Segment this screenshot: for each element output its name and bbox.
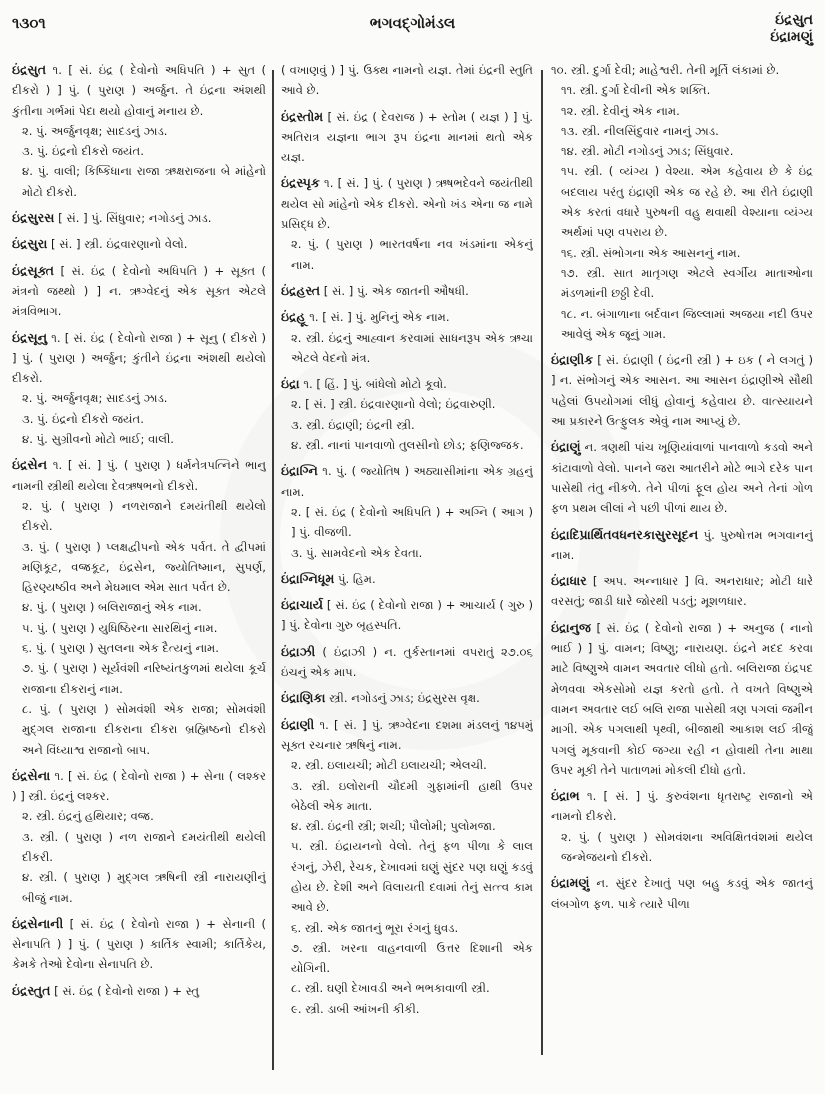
entry-headword: ઇંદ્રસુરા xyxy=(12,236,48,252)
entry-sense: ૪. સ્ત્રી. નાનાં પાનવાળો તુલસીનો છોડ; ફણિજ્જક. xyxy=(291,438,524,453)
dictionary-entry xyxy=(12,455,266,759)
guide-words xyxy=(770,12,813,46)
entry-sense: ૧. [ સં. ઇંદ્ર ( દેવોનો રાજા ) + સેના ( લશ્કર ) ] સ્ત્રી. ઇંદ્રનું લશ્કર. xyxy=(12,768,266,804)
entry-sense: ન. ત્રણથી પાંચ ખૂણિયાંવાળાં પાનવાળો કડવો અને કાંટાવાળો વેલો. પાનને જરા આતરીને મોટે ભાગે દરેક પાન પાસેથી તંતુ નીકળે. તેને પીળાં ફૂલ હોય અને તેનાં ગોળ ફળ પ્રથમ લીલાં ને પછી પીળાં થાય છે. xyxy=(551,440,813,516)
entry-sense: ૧. પું. ( જ્યોતિષ ) અઠ્યાસીમાંના એક ગ્રહનું નામ. xyxy=(281,464,533,499)
entry-sense: ૩. પું. ઇંદ્રનો દીકરો જયંત. xyxy=(22,144,144,159)
dictionary-entry xyxy=(551,786,813,867)
dictionary-entry xyxy=(12,981,266,1001)
entry-sense: ૧. [ સં. ] પું. ઋગ્વેદના દશમા મંડલનું ૧૪૫મું સૂક્ત રચનાર ઋષિનું નામ. xyxy=(281,717,533,752)
entry-sense: ૪. પું. વાલી; કિષ્કિંધાના રાજા ઋક્ષરાજના બે માંહેનો મોટો દીકરો. xyxy=(22,164,266,199)
entry-sense: ૨. પું. અર્જુનવૃક્ષ; સાદડનું ઝાડ. xyxy=(22,123,168,138)
entry-headword: ઇંદ્રાનુજ xyxy=(551,619,591,635)
entry-sense: ૪. પું. સુગ્રીવનો મોટો ભાઈ; વાલી. xyxy=(22,432,174,447)
entry-sense: ૭. પું. ( પુરાણ ) સૂર્યવંશી નરિષ્યંતકુળમાં થયેલા કૂર્ચ રાજાના દીકરાનું નામ. xyxy=(22,661,266,696)
column-2 xyxy=(281,60,533,1070)
entry-headword: ઇંદ્રસ્તુત xyxy=(12,982,51,998)
entry-sense: ૩. પું. ઇંદ્રનો દીકરો જયંત. xyxy=(22,411,144,426)
dictionary-entry xyxy=(12,60,266,202)
entry-headword: ઇંદ્રસેન xyxy=(12,457,48,473)
entry-sense: ૧૦. સ્ત્રી. દુર્ગા દેવી; માહેશ્વરી. તેની મૂર્તિ લંકામાં છે. xyxy=(551,63,780,77)
entry-sense: ૩. પું. સામવેદનો એક દેવતા. xyxy=(291,545,423,560)
entry-headword: ઇંદ્રસ્તોમ xyxy=(281,108,324,124)
entry-headword: ઇંદ્રસૂનુ xyxy=(12,329,48,345)
entry-sense: ૩. પું. ( પુરાણ ) પ્લક્ષદ્વીપનો એક પર્વત. તે દ્વીપમાં મણિકૂટ, વજ્રકૂટ, ઇંદ્રસેન, જ્યોતિષ્માન, સુપર્ણ, હિરણ્યષ્ઠીવ અને મેઘમાલ એમ સાત પર્વત છે. xyxy=(22,539,266,595)
entry-headword: ઇંદ્રાચાર્ય xyxy=(281,597,324,613)
dictionary-entry xyxy=(281,374,533,455)
entry-sense: ૮. પું. ( પુરાણ ) સોમવંશી એક રાજા; સોમવંશી મુદ્ગલ રાજાના દીકરાના દીકરા બ્રહ્મિષ્ઠનો દીકરો અને વિંધ્યાશ્વ રાજાનો બાપ. xyxy=(22,701,266,757)
entry-sense: ૧૮. ન. બંગાળાના બર્દવાન જિલ્લામાં અજયા નદી ઉપર આવેલું એક જૂનું ગામ. xyxy=(561,306,813,341)
entry-sense: ૨. સ્ત્રી. ઇંદ્રનું હથિયાર; વજ્ર. xyxy=(22,809,154,824)
page-header xyxy=(0,0,825,58)
dictionary-entry xyxy=(12,914,266,975)
entry-sense: [ સં. ઇંદ્ર ( દેવોનો અધિપતિ ) + સૂક્ત ( મંત્રનો જથ્થો ) ] ન. ઋગ્વેદનું એક સૂક્ત એટલે મંત્રવિભાગ. xyxy=(12,263,266,319)
entry-sense: ૨. સ્ત્રી. ઇલાયચી; મોટી ઇલાયચી; એલચી. xyxy=(291,758,487,773)
entry-sense: [ સં. ઇંદ્ર ( દેવોનો રાજા ) + સ્તુ xyxy=(54,983,200,998)
entry-headword: ઇંદ્રાધાર xyxy=(551,573,587,589)
entry-sense: ૪. સ્ત્રી. ઇંદ્રની સ્ત્રી; શચી; પૌલોમી; પુલોમજા. xyxy=(291,819,496,834)
entry-sense: ૨. પું. ( પુરાણ ) સોમવંશના અવિક્ષિતવંશમાં થયેલ જન્મેજયનો દીકરો. xyxy=(561,829,813,864)
entry-headword: ઇંદ્રહસ્ત xyxy=(281,282,321,298)
dictionary-entry xyxy=(12,766,266,908)
entry-sense: [ સં. ] પું. સિંધુવાર; નગોડનું ઝાડ. xyxy=(58,211,212,226)
column-divider xyxy=(541,70,543,1055)
entry-headword: ઇંદ્રામણું xyxy=(551,875,590,891)
dictionary-entry xyxy=(281,281,533,301)
entry-headword: ઇંદ્રહૂ xyxy=(281,309,306,325)
entry-sense: પું. હિમ. xyxy=(338,571,376,586)
dictionary-entry xyxy=(551,437,813,518)
entry-sense: [ સં. ઇંદ્ર ( દેવોનો રાજા ) + અનુજ ( નાનો ભાઈ ) ] પું. વામન; વિષ્ણુ; નારાયણ. ઇંદ્રને મદદ કરવા માટે વિષ્ણુએ વામન અવતાર લીધો હતો. બલિરાજા ઇંદ્રપદ મેળવવા એકસોમો યજ્ઞ કરતો હતો. તે વખતે વિષ્ણુએ વામન અવતાર લઈ બલિ રાજા પાસેથી ત્રણ પગલાં જમીન માગી. એક પગલાથી પૃથ્વી, બીજાથી આકાશ લઈ ત્રીજું પગલું મૂકવાની કોઈ જગ્યા રહી ન હોવાથી તેના માથા ઉપર મૂકી તેને પાતાળમાં મોકલી દીધો હતો. xyxy=(551,620,813,777)
guide-word-last: ઇંદ્રામણું xyxy=(770,29,813,45)
entry-headword: ઇંદ્રાગ્નિ xyxy=(281,463,318,479)
entry-sense: ૪. સ્ત્રી. ( પુરાણ ) મુદ્ગલ ઋષિની સ્ત્રી નારાયણીનું બીજું નામ. xyxy=(22,870,266,905)
dictionary-entry xyxy=(12,261,266,322)
entry-sense: ૬. પું. ( પુરાણ ) સુતલના એક દૈત્યનું નામ. xyxy=(22,641,219,656)
column-1 xyxy=(12,60,266,1070)
entry-sense: ૬. સ્ત્રી. એક જાતનું ભૂરા રંગનું ધુવડ. xyxy=(291,920,459,935)
dictionary-entry xyxy=(281,307,533,368)
entry-headword: ઇંદ્રાભ xyxy=(551,788,580,804)
dictionary-columns xyxy=(0,60,825,1080)
dictionary-entry xyxy=(551,618,813,780)
entry-sense: ૫. પું. ( પુરાણ ) યુધિષ્ઠિરના સારથિનું નામ. xyxy=(22,620,218,635)
entry-sense: ૨. પું. ( પુરાણ ) નળરાજાને દમયંતીથી થયેલો દીકરો. xyxy=(22,498,266,534)
entry-sense: ન. સુંદર દેખાતું પણ બહુ કડવું એક જાતનું લંબગોળ ફળ. પાકે ત્યારે પીળા xyxy=(551,876,813,911)
entry-sense: ૧. [ સં. ] પું. ( પુરાણ ) ઋષભદેવને જયંતીથી થયેલ સો માંહેનો એક દીકરો. એનો ખંડ એના જ નામે પ્રસિદ્ધ છે. xyxy=(281,176,533,232)
entry-sense: ૫. સ્ત્રી. ઇંદ્રાયનનો વેલો. તેનું ફળ પીળા કે લાલ રંગનું, ઝેરી, રેચક, દેખાવમાં ઘણું સુંદર પણ ઘણું કડવું હોય છે. દેશી અને વિલાયતી દવામાં તેનું સત્ત્વ કામ આવે છે. xyxy=(291,839,533,915)
dictionary-entry xyxy=(12,234,266,254)
column-3 xyxy=(551,60,813,1070)
dictionary-entry xyxy=(281,569,533,589)
entry-sense: ૧. [ હિં. ] પું. બાંધેલો મોટો કૂવો. xyxy=(303,377,447,392)
entry-sense: ૪. પું. ( પુરાણ ) બલિરાજાનું એક નામ. xyxy=(22,600,202,615)
entry-headword: ઇંદ્રસેનાની xyxy=(12,915,64,931)
dictionary-entry xyxy=(551,873,813,914)
entry-sense: ૧૨. સ્ત્રી. દેવીનું એક નામ. xyxy=(561,103,680,118)
entry-sense: ૨. સ્ત્રી. ઇંદ્રનું આહ્વાન કરવામાં સાધનરૂપ એક ઋચા એટલે વેદનો મંત્ર. xyxy=(291,330,533,365)
entry-sense: ૧. [ સં. ] પું. મુનિનું એક નામ. xyxy=(309,310,450,325)
entry-sense: [ અપ. અન્નાધાર ] વિ. અનરાધાર; મોટી ધારે વરસતું; જાડી ધારે જોરથી પડતું; મૂશળધાર. xyxy=(551,574,813,609)
entry-headword: ઇંદ્રાણી xyxy=(281,716,315,732)
dictionary-entry xyxy=(281,461,533,562)
entry-sense: ૧૫. સ્ત્રી. ( વ્યંગ્ય ) વેશ્યા. એમ કહેવાય છે કે ઇંદ્ર બદલાય પરંતુ ઇંદ્રાણી એક જ રહે છે. આ રીતે ઇંદ્રાણી એક કરતાં વધારે પુરુષની વહુ થવાથી વેશ્યાના વ્યંગ્ય અર્થમાં પણ વપરાય છે. xyxy=(561,164,813,240)
dictionary-entry xyxy=(281,642,533,683)
entry-headword: ઇંદ્રાણિકા xyxy=(281,690,326,706)
entry-sense: [ સં. ઇંદ્રાણી ( ઇંદ્રની સ્ત્રી ) + ઇક ( ને લગતું ) ] ન. સંભોગનું એક આસન. આ આસન ઇંદ્રાણીએ સૌથી પહેલાં ઉપયોગમાં લીધું હોવાનું કહેવાય છે. વાત્સ્યાયને આ પ્રકારને ઉત્ફુલક એવું નામ આપ્યું છે. xyxy=(551,353,813,429)
entry-sense: [ સં. ] સ્ત્રી. ઇંદ્રવારણાનો વેલો. xyxy=(51,237,188,252)
dictionary-entry xyxy=(551,571,813,612)
entry-headword: ઇંદ્રા xyxy=(281,376,300,392)
dictionary-entry xyxy=(12,328,266,450)
entry-sense: [ સં. ઇંદ્ર ( દેવોનો રાજા ) + આચાર્ય ( ગુરુ ) ] પું. દેવોના ગુરુ બૃહસ્પતિ. xyxy=(281,598,533,633)
dictionary-entry xyxy=(551,60,813,344)
entry-sense: ૭. સ્ત્રી. ખરના વાહનવાળી ઉત્તર દિશાની એક યોગિની. xyxy=(291,940,533,976)
entry-sense: ૧૧. સ્ત્રી. દુર્ગા દેવીની એક શક્તિ. xyxy=(561,83,711,98)
entry-sense: ૧૩. સ્ત્રી. નીલસિંદુવાર નામનું ઝાડ. xyxy=(561,123,719,138)
entry-sense: ૧૬. સ્ત્રી. સંભોગના એક આસનનું નામ. xyxy=(561,245,741,260)
entry-sense: ૨. પું. ( પુરાણ ) ભારતવર્ષના નવ ખંડમાંના એકનું નામ. xyxy=(291,237,533,272)
dictionary-entry xyxy=(281,107,533,168)
dictionary-entry xyxy=(281,595,533,636)
entry-sense: ( ઇંદ્રાઝી ) ન. તુર્કસ્તાનમાં વપરાતું ૨૭.૦૬ ઇંચનું એક માપ. xyxy=(281,644,533,680)
entry-sense: ૩. સ્ત્રી. ઇલોરાની ચૌદમી ગુફામાંની હાથી ઉપર બેઠેલી એક માતા. xyxy=(291,778,533,813)
guide-word-first: ઇંદ્રસુત xyxy=(775,12,813,28)
entry-sense: [ સં. ઇંદ્ર ( દેવરાજ ) + સ્તોમ ( યજ્ઞ ) ] પું. અતિરાત્ર યજ્ઞના ભાગ રૂપ ઇંદ્રના માનમાં થતો એક યજ્ઞ. xyxy=(281,109,533,165)
entry-sense: ૩. સ્ત્રી. ( પુરાણ ) નળ રાજાને દમયંતીથી થયેલી દીકરી. xyxy=(22,829,266,864)
dictionary-entry xyxy=(281,173,533,274)
entry-sense: ૩. સ્ત્રી. ઇંદ્રાણી; ઇંદ્રની સ્ત્રી. xyxy=(291,417,415,432)
dictionary-entry xyxy=(551,350,813,431)
entry-sense: ૨. [ સં. ઇંદ્ર ( દેવોનો અધિપતિ ) + અગ્નિ ( આગ ) ] પું. વીજળી. xyxy=(291,504,533,540)
entry-sense: ૧. [ સં. ઇંદ્ર ( દેવોનો અધિપતિ ) + સુત ( દીકરો ) ] પું. ( પુરાણ ) અર્જુન. તે ઇંદ્રના અંશથી કુંતીના ગર્ભમાં પેદા થયો હોવાનું મનાય છે. xyxy=(12,63,266,118)
entry-headword: ઇંદ્રાગ્નિધૂમ xyxy=(281,570,335,586)
entry-sense: ૨. [ સં. ] સ્ત્રી. ઇંદ્રવારણાનો વેલો; ઇંદ્રવારુણી. xyxy=(291,397,496,412)
entry-headword: ઇંદ્રસુત xyxy=(12,62,47,77)
entry-sense: ( વખાણવું ) ] પું. ઉક્થ નામનો યજ્ઞ. તેમાં ઇંદ્રની સ્તુતિ આવે છે. xyxy=(281,63,533,98)
entry-sense: પું. પુરુષોત્તમ ભગવાનનું નામ. xyxy=(551,527,813,562)
entry-headword: ઇંદ્રસ્પૃક xyxy=(281,175,320,191)
entry-sense: ૧૪. સ્ત્રી. મોટી નગોડનું ઝાડ; સિંધુવાર. xyxy=(561,144,734,159)
entry-headword: ઇંદ્રાઝી xyxy=(281,643,316,659)
entry-sense: સ્ત્રી. નગોડનું ઝાડ; ઇંદ્રસુરસ વૃક્ષ. xyxy=(329,691,480,706)
entry-headword: ઇંદ્રાણું xyxy=(551,439,581,455)
entry-sense: ૯. સ્ત્રી. ડાબી આંખની કીકી. xyxy=(291,1001,420,1016)
entry-sense: ૧. [ સં. ] પું. કુરુવંશના ધૃતરાષ્ટ્ર રાજાનો એ નામનો દીકરો. xyxy=(551,789,813,824)
dictionary-entry xyxy=(12,208,266,228)
entry-headword: ઇંદ્રાણીક xyxy=(551,352,594,368)
entry-headword: ઇંદ્રસેના xyxy=(12,767,51,783)
entry-sense: ૧. [ સં. ] પું. ( પુરાણ ) ધર્મનેત્રપત્નિને ભાનુ નામની સ્ત્રીથી થયેલા દેવઋષભનો દીકરો. xyxy=(12,458,266,493)
dictionary-entry xyxy=(551,525,813,566)
entry-sense: ૧. [ સં. ઇંદ્ર ( દેવોનો રાજા ) + સૂનુ ( દીકરો ) ] પું. ( પુરાણ ) અર્જુન; કુંતીને ઇંદ્રના અંશથી થયેલો દીકરો. xyxy=(12,330,266,386)
entry-sense: ૨. પું. અર્જુનવૃક્ષ; સાદડનું ઝાડ. xyxy=(22,391,168,406)
entry-sense: [ સં. ] પું. એક જાતની ઔષધી. xyxy=(323,283,469,298)
dictionary-entry xyxy=(281,688,533,708)
entry-headword: ઇંદ્રસુરસ xyxy=(12,210,55,226)
dictionary-entry xyxy=(281,60,533,101)
entry-sense: ૧૭. સ્ત્રી. સાત માતૃગણ એટલે સ્વર્ગીય માતાઓના મંડળમાંની છઠ્ઠી દેવી. xyxy=(561,265,813,301)
entry-sense: ૮. સ્ત્રી. ઘણી દેખાવડી અને ભભકાવાળી સ્ત્રી. xyxy=(291,981,490,996)
entry-sense: [ સં. ઇંદ્ર ( દેવોનો રાજા ) + સેનાની ( સેનાપતિ ) ] પું. ( પુરાણ ) કાર્તિક સ્વામી; કાર્તિકેય, કેમકે તેઓ દેવોના સેનાપતિ છે. xyxy=(12,916,266,972)
entry-headword: ઇંદ્રસૂક્ત xyxy=(12,262,55,278)
page-number: ૧૩૦૧ xyxy=(12,14,46,32)
column-divider xyxy=(272,70,274,1070)
running-title: ભગવદ્ગોમંડલ xyxy=(369,14,456,32)
dictionary-entry xyxy=(281,715,533,1019)
entry-headword: ઇંદ્રાદિપ્રાર્થિતવધનરકાસુરસૂદન xyxy=(551,526,699,542)
